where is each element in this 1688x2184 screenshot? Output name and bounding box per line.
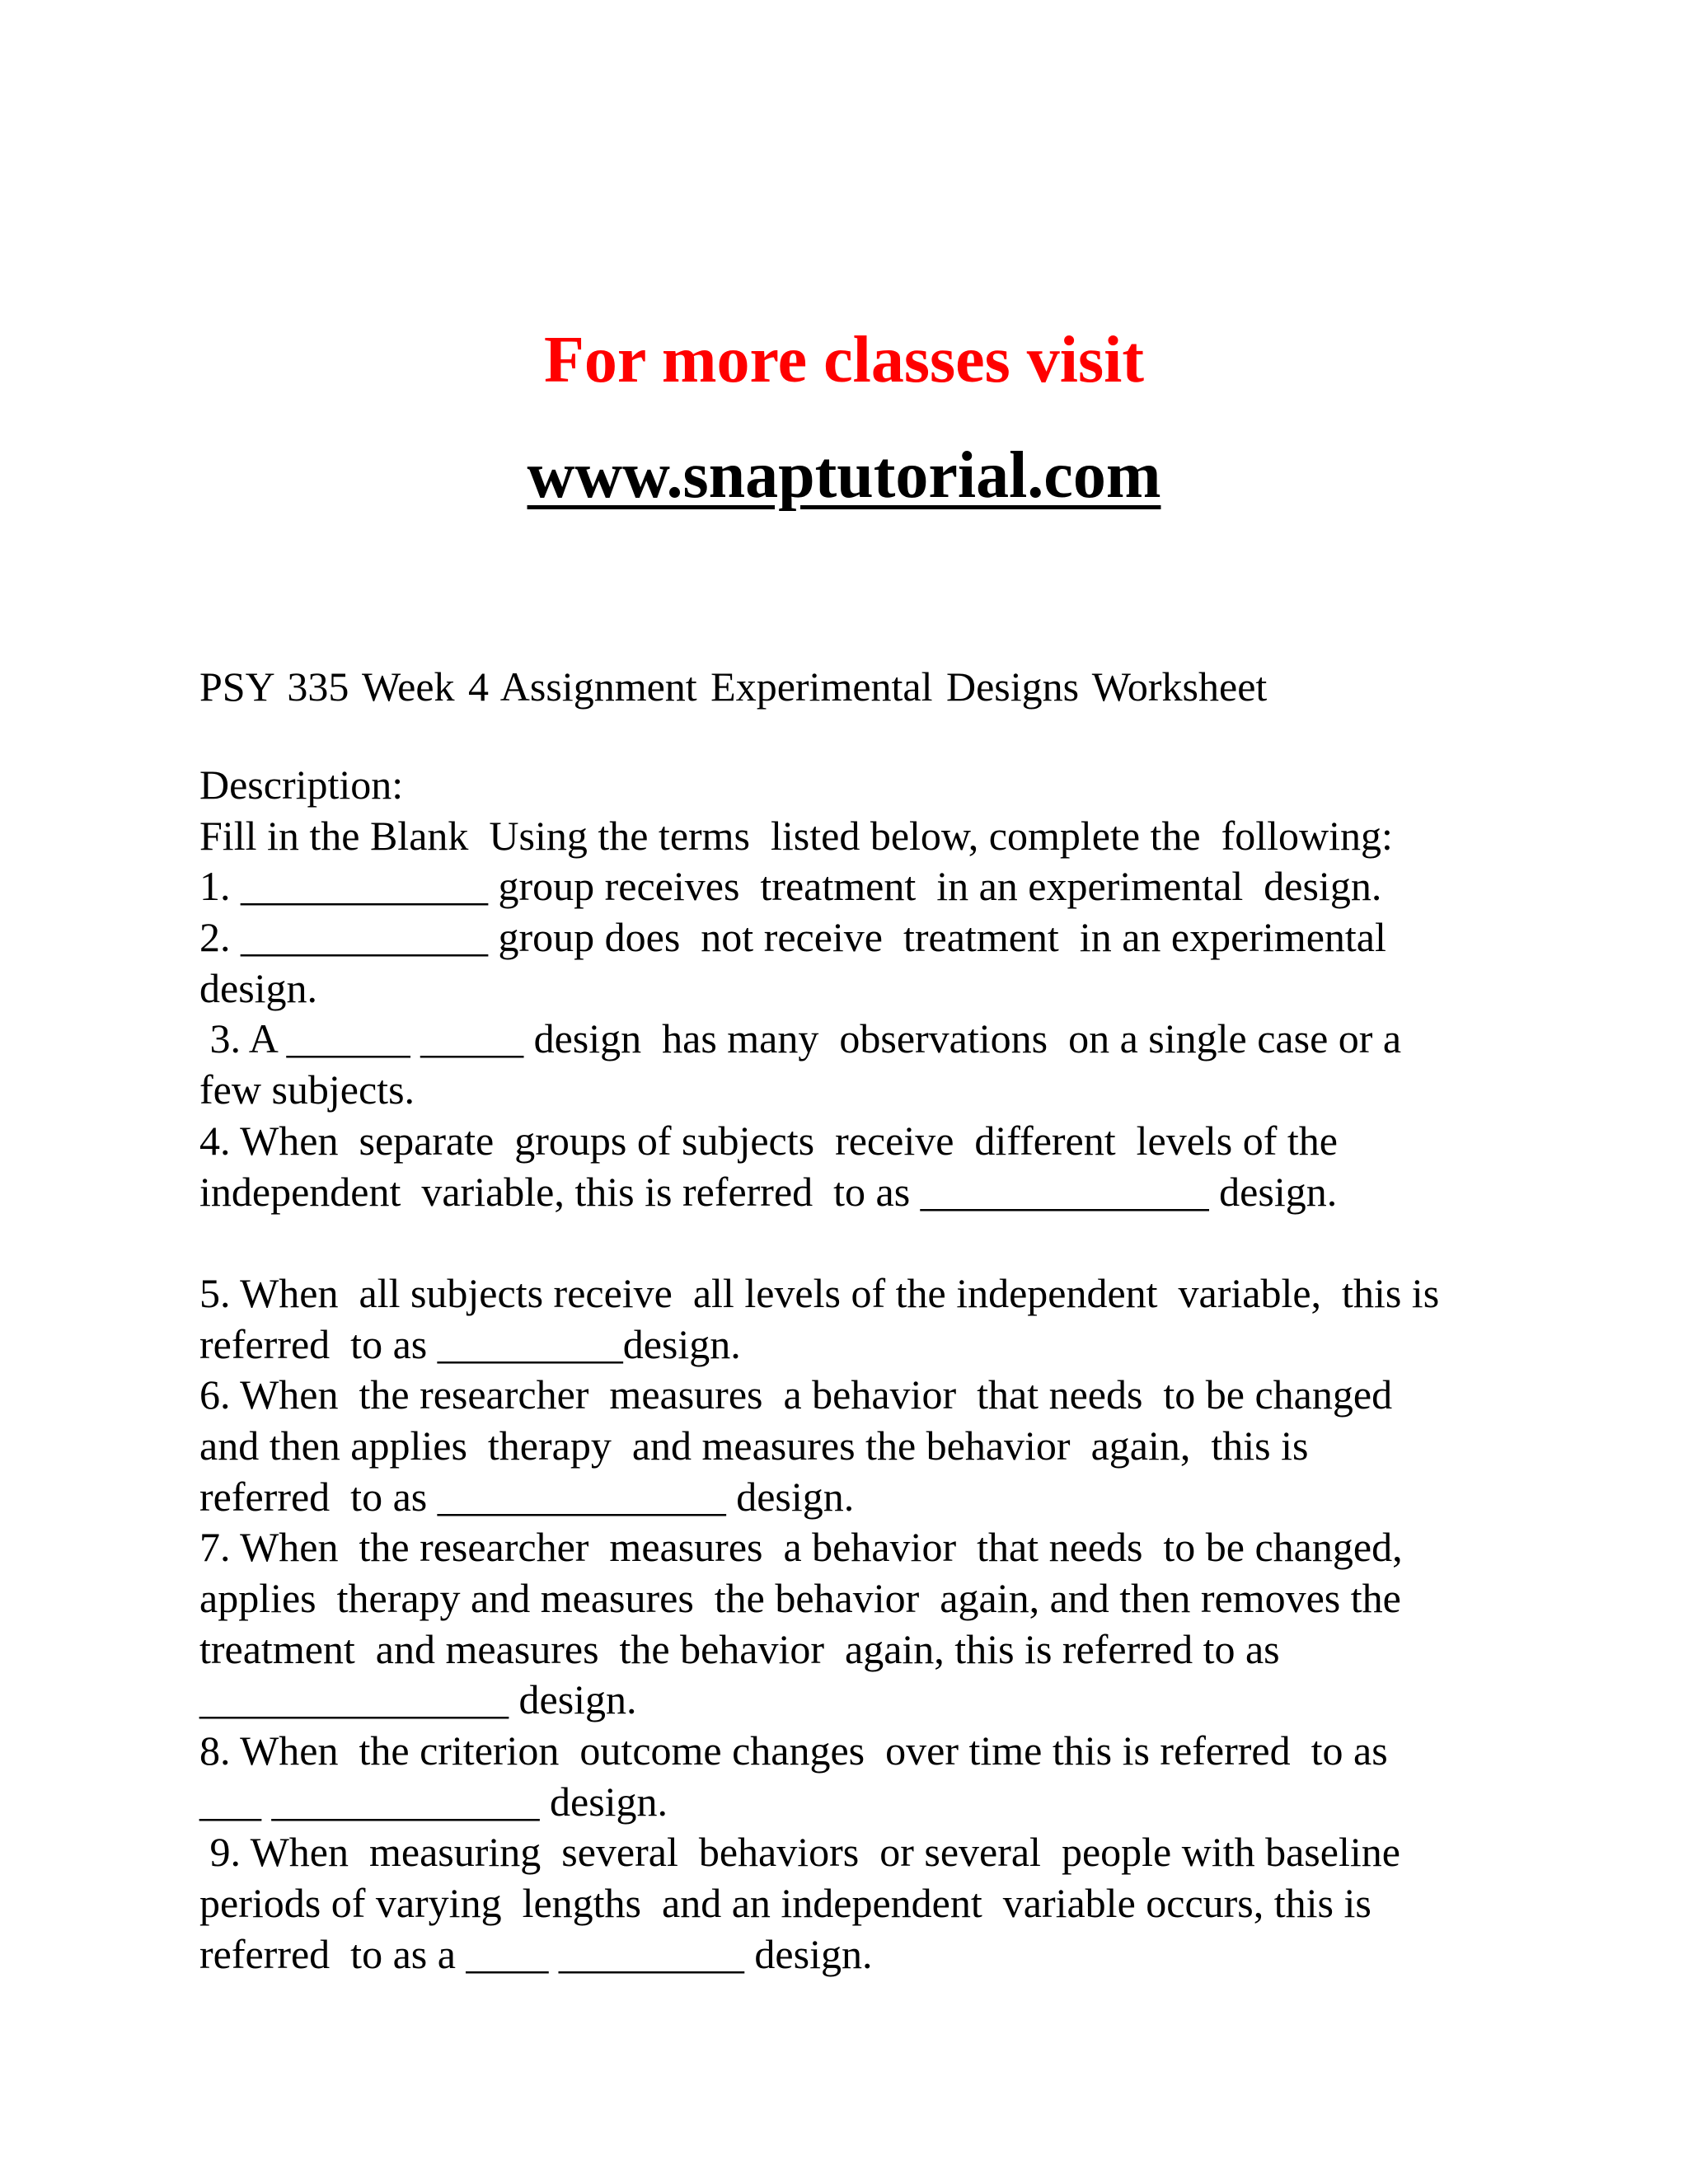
worksheet-body [199, 760, 1551, 1980]
instructions: Fill in the Blank Using the terms listed below, complete the following: [199, 812, 1393, 859]
question-9-line-1: 9. When measuring several behaviors or several people with baseline [199, 1829, 1400, 1876]
promo-title: For more classes visit [543, 324, 1144, 396]
question-1: 1. ____________ group receives treatment in an experimental design. [199, 863, 1382, 910]
question-6-line-3: referred to as ______________ design. [199, 1473, 855, 1520]
question-6-line-2: and then applies therapy and measures the behavior again, this is [199, 1422, 1309, 1469]
question-4-line-2: independent variable, this is referred to as ______________ design. [199, 1168, 1338, 1215]
question-2-line-2: design. [199, 964, 318, 1011]
question-7-line-1: 7. When the researcher measures a behavior that needs to be changed, [199, 1524, 1403, 1571]
question-3-line-1: 3. A ______ _____ design has many observations on a single case or a [199, 1015, 1402, 1062]
question-3-line-2: few subjects. [199, 1066, 415, 1113]
question-4-line-1: 4. When separate groups of subjects receive different levels of the [199, 1117, 1338, 1164]
question-7-line-3: treatment and measures the behavior again, this is referred to as [199, 1625, 1280, 1672]
question-5-line-2: referred to as _________design. [199, 1320, 741, 1367]
document-title: PSY 335 Week 4 Assignment Experimental Designs Worksheet [199, 663, 1268, 710]
description-label: Description: [199, 762, 404, 808]
question-8-line-1: 8. When the criterion outcome changes over time this is referred to as [199, 1727, 1388, 1774]
question-9-line-2: periods of varying lengths and an independent variable occurs, this is [199, 1880, 1372, 1927]
question-5-line-1: 5. When all subjects receive all levels of the independent variable, this is [199, 1269, 1440, 1316]
question-2-line-1: 2. ____________ group does not receive treatment in an experimental [199, 914, 1386, 961]
promo-link[interactable]: www.snaptutorial.com [527, 439, 1161, 512]
question-8-line-2: ___ _____________ design. [199, 1778, 668, 1825]
question-6-line-1: 6. When the researcher measures a behavior that needs to be changed [199, 1371, 1393, 1418]
question-7-line-4: _______________ design. [199, 1676, 637, 1723]
question-7-line-2: applies therapy and measures the behavior again, and then removes the [199, 1575, 1401, 1621]
question-9-line-3: referred to as a ____ _________ design. [199, 1930, 873, 1977]
paragraph-spacer [199, 1217, 1551, 1268]
